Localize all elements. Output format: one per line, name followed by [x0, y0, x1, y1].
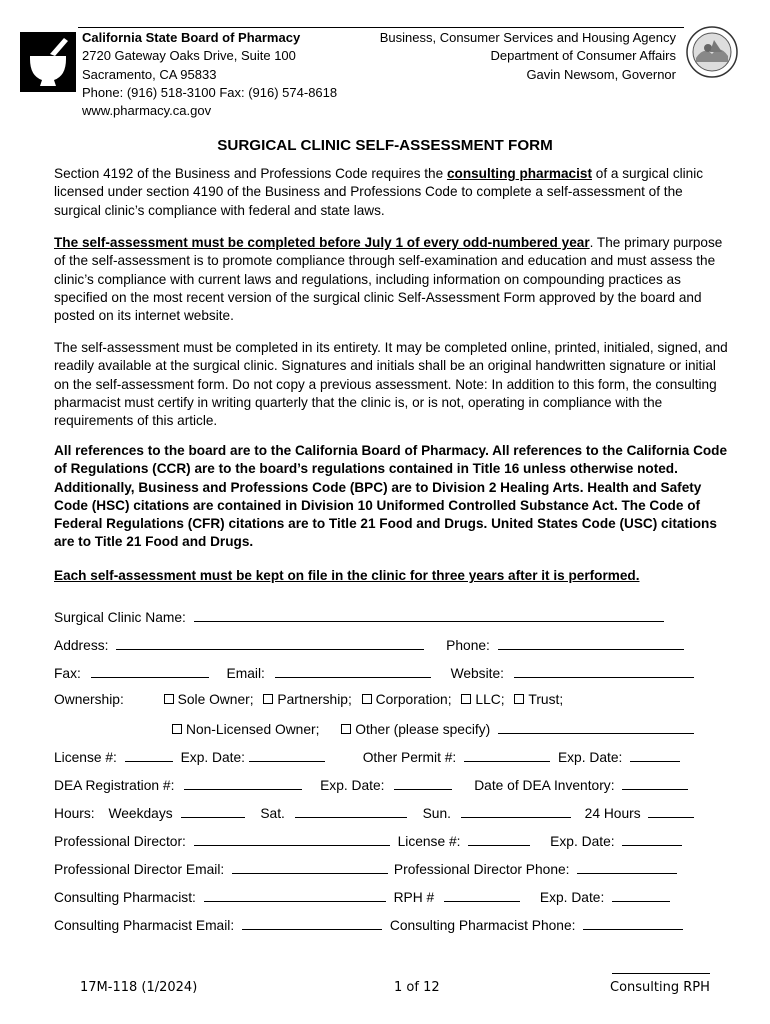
board-name: California State Board of Pharmacy [82, 30, 301, 45]
sole-owner-checkbox[interactable] [164, 694, 174, 704]
weekdays-label: Weekdays [108, 806, 173, 821]
sun-label: Sun. [422, 806, 451, 821]
initials-label: Consulting RPH [610, 980, 710, 995]
cp-email-field[interactable] [242, 916, 382, 930]
partnership-label: Partnership; [277, 692, 352, 707]
license-exp-label: Exp. Date: [180, 750, 246, 765]
llc-label: LLC; [475, 692, 505, 707]
row-consulting-pharmacist [54, 888, 670, 905]
fax-field[interactable] [91, 664, 209, 678]
sole-owner-label: Sole Owner; [177, 692, 254, 707]
llc-option[interactable] [461, 692, 504, 707]
intro-text-c: of a surgical clinic licensed under section 4190 of the Business and Professions Code to complete a self-assessment of the surgical clinic’s compliance with federal and state laws. [54, 166, 704, 218]
pd-license-label: License #: [397, 834, 461, 849]
pd-phone-label: Professional Director Phone: [393, 862, 570, 877]
header-rule [78, 27, 684, 28]
row-prof-director-contact [54, 860, 677, 877]
sat-label: Sat. [260, 806, 285, 821]
row-address-phone [54, 636, 684, 653]
other-permit-label: Other Permit #: [362, 750, 457, 765]
sat-field[interactable] [295, 804, 407, 818]
rph-label: RPH # [393, 890, 435, 905]
website-label: Website: [450, 666, 504, 681]
cp-exp-label: Exp. Date: [539, 890, 605, 905]
agency-info [380, 29, 676, 84]
weekdays-field[interactable] [181, 804, 245, 818]
pd-exp-field[interactable] [622, 832, 682, 846]
row-hours [54, 804, 694, 821]
phone-field[interactable] [498, 636, 684, 650]
non-licensed-checkbox[interactable] [172, 724, 182, 734]
intro-paragraph [54, 165, 730, 220]
page-number: 1 of 12 [394, 980, 440, 995]
prof-director-field[interactable] [194, 832, 390, 846]
prof-director-label: Professional Director: [54, 834, 186, 849]
pd-exp-label: Exp. Date: [550, 834, 615, 849]
row-license [54, 748, 680, 765]
completion-paragraph: The self-assessment must be completed in its entirety. It may be completed online, printed, initialed, signed, and readily available at the surgical clinic. Signatures and initials shall be an original handwritten signature or initial on the self-assessment form. Do not copy a previous assessment. Note: In addition to this form, the consulting pharmacist must certify in writing quarterly that the clinic is, or is not, operating in compliance with the requirements of this article. [54, 340, 728, 429]
dea-inventory-label: Date of DEA Inventory: [474, 778, 615, 793]
sun-field[interactable] [461, 804, 571, 818]
dea-label: DEA Registration #: [54, 778, 175, 793]
license-exp-field[interactable] [249, 748, 325, 762]
other-specify-field[interactable] [498, 720, 694, 734]
other-permit-field[interactable] [464, 748, 550, 762]
cp-exp-field[interactable] [612, 888, 670, 902]
dea-exp-field[interactable] [394, 776, 452, 790]
initials-line[interactable] [612, 973, 710, 974]
references-paragraph: All references to the board are to the California Board of Pharmacy. All references to the California Code of Regulations (CCR) are to the board’s regulations contained in Title 16 unless otherwise noted. Additionally, Business and Professions Code (BPC) are to Division 2 Healing Arts. Health and Safety Code (HSC) citations are contained in Division 10 Uniformed Controlled Substance Act. The Code of Federal Regulations (CFR) citations are to Title 21 Food and Drugs. United States Code (USC) citations are to Title 21 Food and Drugs. [54, 443, 728, 550]
email-field[interactable] [275, 664, 431, 678]
form-title: SURGICAL CLINIC SELF-ASSESSMENT FORM [217, 137, 553, 154]
state-seal-icon [686, 26, 738, 78]
partnership-option[interactable] [263, 692, 351, 707]
trust-option[interactable] [514, 692, 563, 707]
address-field[interactable] [116, 636, 424, 650]
dea-exp-label: Exp. Date: [320, 778, 385, 793]
board-phone-fax: Phone: (916) 518-3100 Fax: (916) 574-8618 [82, 84, 338, 100]
hours24-label: 24 Hours [584, 806, 641, 821]
partnership-checkbox[interactable] [263, 694, 273, 704]
cp-phone-label: Consulting Pharmacist Phone: [389, 918, 576, 933]
intro-consulting-pharmacist: consulting pharmacist [446, 166, 592, 181]
email-label: Email: [226, 666, 265, 681]
hours-label: Hours: [54, 806, 95, 821]
llc-checkbox[interactable] [461, 694, 471, 704]
corporation-label: Corporation; [375, 692, 452, 707]
deadline-paragraph [54, 234, 730, 325]
non-licensed-label: Non-Licensed Owner; [186, 722, 320, 737]
pd-email-field[interactable] [232, 860, 388, 874]
intro-text-a: Section 4192 of the Business and Professions Code requires the [54, 166, 447, 181]
permit-exp-label: Exp. Date: [557, 750, 623, 765]
board-address-line1: 2720 Gateway Oaks Drive, Suite 100 [82, 48, 296, 64]
row-clinic-name [54, 608, 664, 625]
fax-label: Fax: [54, 666, 81, 681]
cp-phone-field[interactable] [583, 916, 683, 930]
deadline-emphasis: The self-assessment must be completed before July 1 of every odd-numbered year [54, 235, 590, 250]
form-id: 17M-118 (1/2024) [80, 980, 198, 995]
retention-text: Each self-assessment must be kept on file in the clinic for three years after it is performed. [54, 568, 640, 583]
mortar-pestle-logo [20, 32, 76, 92]
license-label: License #: [54, 750, 117, 765]
board-website[interactable]: www.pharmacy.ca.gov [82, 103, 212, 119]
trust-checkbox[interactable] [514, 694, 524, 704]
row-prof-director [54, 832, 682, 849]
cp-field[interactable] [204, 888, 386, 902]
trust-label: Trust; [528, 692, 564, 707]
agency-line1: Business, Consumer Services and Housing Agency [379, 30, 676, 45]
row-dea [54, 776, 688, 793]
other-option[interactable] [341, 722, 490, 737]
hours24-field[interactable] [648, 804, 694, 818]
pd-license-field[interactable] [468, 832, 530, 846]
corporation-option[interactable] [362, 692, 452, 707]
row-ownership [54, 692, 563, 707]
deadline-text: . The primary purpose of the self-assessment is to promote compliance through self-examination and education and must assess the clinic’s compliance with current laws and regulations, including information on compounding practices as specified on the most recent version of the surgical clinic Self-Assessment Form approved by the board and posted on its internet website. [54, 235, 723, 324]
other-label: Other (please specify) [355, 722, 491, 737]
cp-label: Consulting Pharmacist: [54, 890, 196, 905]
website-field[interactable] [514, 664, 694, 678]
dea-field[interactable] [184, 776, 302, 790]
cp-email-label: Consulting Pharmacist Email: [54, 918, 235, 933]
agency-line3: Gavin Newsom, Governor [526, 66, 676, 82]
other-checkbox[interactable] [341, 724, 351, 734]
retention-paragraph [54, 567, 730, 585]
board-contact-info [82, 29, 337, 120]
agency-line2: Department of Consumer Affairs [490, 48, 676, 64]
address-label: Address: [54, 638, 109, 653]
board-address-line2: Sacramento, CA 95833 [82, 66, 217, 82]
phone-label: Phone: [446, 638, 490, 653]
pd-email-label: Professional Director Email: [54, 862, 225, 877]
permit-exp-field[interactable] [630, 748, 680, 762]
clinic-name-label: Surgical Clinic Name: [54, 610, 186, 625]
row-fax-email-website [54, 664, 694, 681]
rph-field[interactable] [444, 888, 520, 902]
corporation-checkbox[interactable] [362, 694, 372, 704]
non-licensed-option[interactable] [172, 722, 319, 737]
dea-inventory-field[interactable] [622, 776, 688, 790]
ownership-label: Ownership: [54, 692, 124, 707]
row-cp-contact [54, 916, 683, 933]
clinic-name-field[interactable] [194, 608, 664, 622]
pd-phone-field[interactable] [577, 860, 677, 874]
row-ownership-2 [172, 720, 694, 737]
license-field[interactable] [125, 748, 173, 762]
sole-owner-option[interactable] [164, 692, 254, 707]
